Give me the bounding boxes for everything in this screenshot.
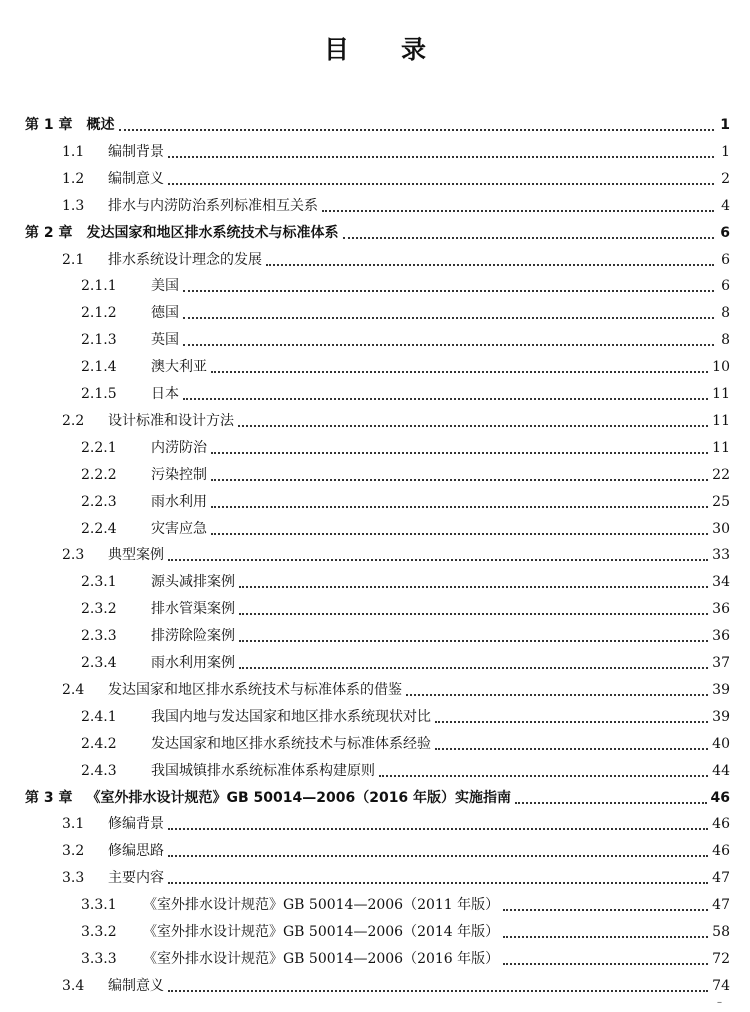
toc-entry-page-number: 11: [712, 439, 730, 456]
toc-entry[interactable]: [81, 758, 730, 784]
toc-entry[interactable]: [81, 435, 730, 461]
toc-entry[interactable]: [81, 596, 730, 622]
toc-entry-number: 2.2.2: [81, 466, 117, 483]
toc-entry-page-number: 39: [712, 681, 730, 698]
toc-entry[interactable]: [81, 381, 730, 407]
toc-entry[interactable]: [25, 220, 730, 246]
toc-entry-title: 编制意义: [108, 170, 164, 187]
toc-entry-page-number: 2: [721, 170, 730, 187]
toc-entry-page-number: 44: [712, 762, 730, 779]
toc-entry-page-number: 6: [720, 224, 730, 241]
toc-entry[interactable]: [81, 489, 730, 515]
dot-leader: [183, 344, 714, 346]
toc-entry-number: 2.1.3: [81, 332, 117, 349]
toc-entry-title: 发达国家和地区排水系统技术与标准体系经验: [151, 735, 431, 752]
toc-entry-number: 3.3.2: [81, 924, 117, 940]
toc-entry-title: 排水与内涝防治系列标准相互关系: [108, 197, 318, 214]
toc-entry-number: 2.2.1: [81, 439, 117, 456]
dot-leader: [322, 210, 714, 212]
toc-entry[interactable]: [62, 973, 730, 999]
toc-entry-title: 雨水利用案例: [151, 655, 235, 671]
toc-entry-number: 1.2: [62, 170, 85, 187]
dot-leader: [168, 559, 708, 561]
dot-leader: [168, 183, 714, 185]
toc-entry-number: 2.4: [62, 681, 85, 698]
toc-entry-title: 我国内地与发达国家和地区排水系统现状对比: [151, 708, 431, 725]
toc-entry[interactable]: [81, 354, 730, 380]
toc-entry-page-number: 46: [710, 789, 730, 806]
title-char-2: 录: [401, 35, 427, 64]
toc-entry-title: 发达国家和地区排水系统技术与标准体系: [86, 224, 339, 241]
toc-entry[interactable]: [81, 516, 730, 542]
title-char-1: 目: [323, 35, 349, 64]
toc-entry-title: 发达国家和地区排水系统技术与标准体系的借鉴: [108, 681, 402, 698]
toc-entry-title: 《室外排水设计规范》GB 50014—2006（2014 年版）: [143, 924, 500, 940]
dot-leader: [266, 264, 714, 266]
toc-entry-page-number: 30: [712, 520, 730, 537]
dot-leader: [211, 533, 708, 535]
toc-entry[interactable]: [81, 946, 730, 972]
toc-entry-number: 第 3 章: [25, 789, 73, 806]
corner-mark: –: [717, 997, 722, 1008]
toc-entry-page-number: 47: [712, 870, 730, 887]
toc-entry[interactable]: [62, 542, 730, 568]
toc-entry-number: 第 1 章: [25, 117, 73, 133]
dot-leader: [211, 371, 708, 373]
dot-leader: [239, 640, 708, 642]
dot-leader: [168, 882, 708, 884]
toc-entry-title: 排涝除险案例: [151, 628, 235, 645]
toc-entry-number: 2.3.3: [81, 628, 117, 645]
toc-entry-title: 设计标准和设计方法: [108, 412, 234, 429]
dot-leader: [183, 290, 714, 292]
dot-leader: [515, 802, 706, 804]
toc-entry-page-number: 6: [721, 278, 730, 295]
toc-entry[interactable]: [81, 650, 730, 676]
toc-entry-page-number: 72: [712, 950, 730, 967]
toc-entry-title: 典型案例: [108, 547, 164, 564]
toc-entry-page-number: 46: [712, 843, 730, 860]
toc-entry[interactable]: [62, 838, 730, 864]
toc-entry-number: 1.1: [62, 143, 85, 160]
toc-entry-number: 3.3.3: [81, 950, 117, 967]
toc-entry-page-number: 22: [712, 466, 730, 483]
toc-entry[interactable]: [81, 892, 730, 918]
toc-entry-title: 排水系统设计理念的发展: [108, 251, 262, 268]
toc-entry[interactable]: [62, 166, 730, 192]
toc-entry-number: 3.3.1: [81, 897, 117, 914]
toc-entry-page-number: 39: [712, 708, 730, 725]
toc-entry-page-number: 40: [712, 735, 730, 752]
toc-entry-title: 灾害应急: [151, 520, 207, 537]
toc-entry-title: 澳大利亚: [151, 359, 207, 376]
toc-entry-title: 修编背景: [108, 816, 164, 833]
toc-entry-title: 英国: [151, 332, 179, 349]
toc-entry[interactable]: [25, 785, 730, 811]
toc-entry-title: 《室外排水设计规范》GB 50014—2006（2016 年版）: [143, 950, 500, 967]
toc-entry-title: 污染控制: [151, 466, 207, 483]
toc-entry[interactable]: [62, 139, 730, 165]
toc-entry-title: 美国: [151, 278, 179, 295]
toc-entry-page-number: 36: [712, 628, 730, 645]
toc-entry-page-number: 1: [721, 143, 730, 160]
toc-entry-number: 2.4.2: [81, 735, 117, 752]
dot-leader: [183, 317, 714, 319]
dot-leader: [238, 425, 708, 427]
toc-entry-title: 德国: [151, 305, 179, 322]
toc-entry-page-number: 47: [712, 897, 730, 914]
toc-entry-number: 2.1.1: [81, 278, 117, 295]
toc-entry-title: 我国城镇排水系统标准体系构建原则: [151, 762, 375, 779]
toc-entry-title: 雨水利用: [151, 493, 207, 510]
toc-entry[interactable]: [62, 865, 730, 891]
toc-entry-title: 概述: [86, 117, 115, 133]
toc-entry-number: 3.3: [62, 870, 85, 887]
toc-entry-title: 编制背景: [108, 143, 164, 160]
toc-entry[interactable]: [81, 273, 730, 299]
toc-entry-title: 排水管渠案例: [151, 601, 235, 618]
toc-entry[interactable]: [81, 919, 730, 945]
toc-entry-title: 内涝防治: [151, 439, 207, 456]
dot-leader: [168, 855, 708, 857]
toc-entry-number: 第 2 章: [25, 224, 73, 241]
toc-entry[interactable]: [81, 569, 730, 595]
toc-entry-page-number: 36: [712, 601, 730, 618]
toc-entry[interactable]: [62, 408, 730, 434]
toc-entry-page-number: 74: [712, 977, 730, 994]
toc-entry-number: 2.1.4: [81, 359, 117, 376]
toc-entry-page-number: 25: [712, 493, 730, 510]
toc-entry-title: 主要内容: [108, 870, 164, 887]
dot-leader: [239, 667, 708, 669]
toc-entry-page-number: 4: [721, 197, 730, 214]
toc-entry[interactable]: [81, 731, 730, 757]
page-title: [0, 30, 750, 66]
toc-entry-page-number: 34: [712, 574, 730, 591]
toc-entry-title: 修编思路: [108, 843, 164, 860]
toc-entry[interactable]: [25, 112, 730, 138]
dot-leader: [239, 613, 708, 615]
dot-leader: [503, 936, 708, 938]
toc-entry-number: 2.3.4: [81, 655, 117, 671]
toc-entry-number: 2.1.2: [81, 305, 117, 322]
toc-entry-number: 3.2: [62, 843, 85, 860]
toc-entry[interactable]: [62, 677, 730, 703]
dot-leader: [435, 721, 708, 723]
toc-entry-number: 2.2: [62, 412, 85, 429]
dot-leader: [168, 828, 708, 830]
toc-entry-title: 《室外排水设计规范》GB 50014—2006（2016 年版）实施指南: [86, 789, 512, 806]
toc-entry-number: 2.4.1: [81, 708, 117, 725]
toc-entry[interactable]: [81, 704, 730, 730]
toc-entry-number: 2.3.1: [81, 574, 117, 591]
dot-leader: [406, 694, 708, 696]
toc-entry-page-number: 37: [712, 655, 730, 671]
toc-entry[interactable]: [81, 623, 730, 649]
dot-leader: [183, 398, 708, 400]
toc-entry-page-number: 1: [720, 117, 730, 133]
toc-entry-title: 日本: [151, 386, 179, 402]
toc-entry-number: 2.1: [62, 251, 85, 268]
toc-entry-page-number: 10: [712, 359, 730, 376]
toc-entry-number: 2.3: [62, 547, 85, 564]
toc-entry[interactable]: [62, 247, 730, 273]
dot-leader: [435, 748, 708, 750]
dot-leader: [239, 586, 708, 588]
toc-entry[interactable]: [81, 462, 730, 488]
toc-entry-page-number: 8: [721, 305, 730, 322]
toc-entry-number: 2.2.3: [81, 493, 117, 510]
toc-entry-page-number: 33: [712, 547, 730, 564]
dot-leader: [343, 237, 715, 239]
toc-entry-number: 2.3.2: [81, 601, 117, 618]
dot-leader: [211, 452, 708, 454]
toc-entry[interactable]: [81, 327, 730, 353]
toc-entry-number: 3.1: [62, 816, 85, 833]
toc-entry[interactable]: [62, 811, 730, 837]
dot-leader: [503, 909, 708, 911]
toc-entry-page-number: 11: [712, 412, 730, 429]
toc-entry-title: 《室外排水设计规范》GB 50014—2006（2011 年版）: [143, 897, 500, 914]
dot-leader: [119, 129, 715, 131]
toc-entry-number: 1.3: [62, 197, 85, 214]
dot-leader: [168, 156, 714, 158]
dot-leader: [503, 963, 708, 965]
toc-entry-page-number: 6: [721, 251, 730, 268]
dot-leader: [379, 775, 708, 777]
toc-entry-title: 编制意义: [108, 977, 164, 994]
toc-entry-number: 2.4.3: [81, 762, 117, 779]
toc-entry[interactable]: [62, 193, 730, 219]
toc-entry-page-number: 11: [712, 386, 730, 402]
toc-entry-number: 2.2.4: [81, 520, 117, 537]
toc-entry-title: 源头减排案例: [151, 574, 235, 591]
toc-entry-page-number: 46: [712, 816, 730, 833]
toc-entry[interactable]: [81, 300, 730, 326]
dot-leader: [211, 479, 708, 481]
toc-entry-number: 3.4: [62, 977, 85, 994]
toc-entry-page-number: 8: [721, 332, 730, 349]
toc-entry-number: 2.1.5: [81, 386, 117, 402]
dot-leader: [211, 506, 708, 508]
toc-entry-page-number: 58: [712, 924, 730, 940]
dot-leader: [168, 990, 708, 992]
